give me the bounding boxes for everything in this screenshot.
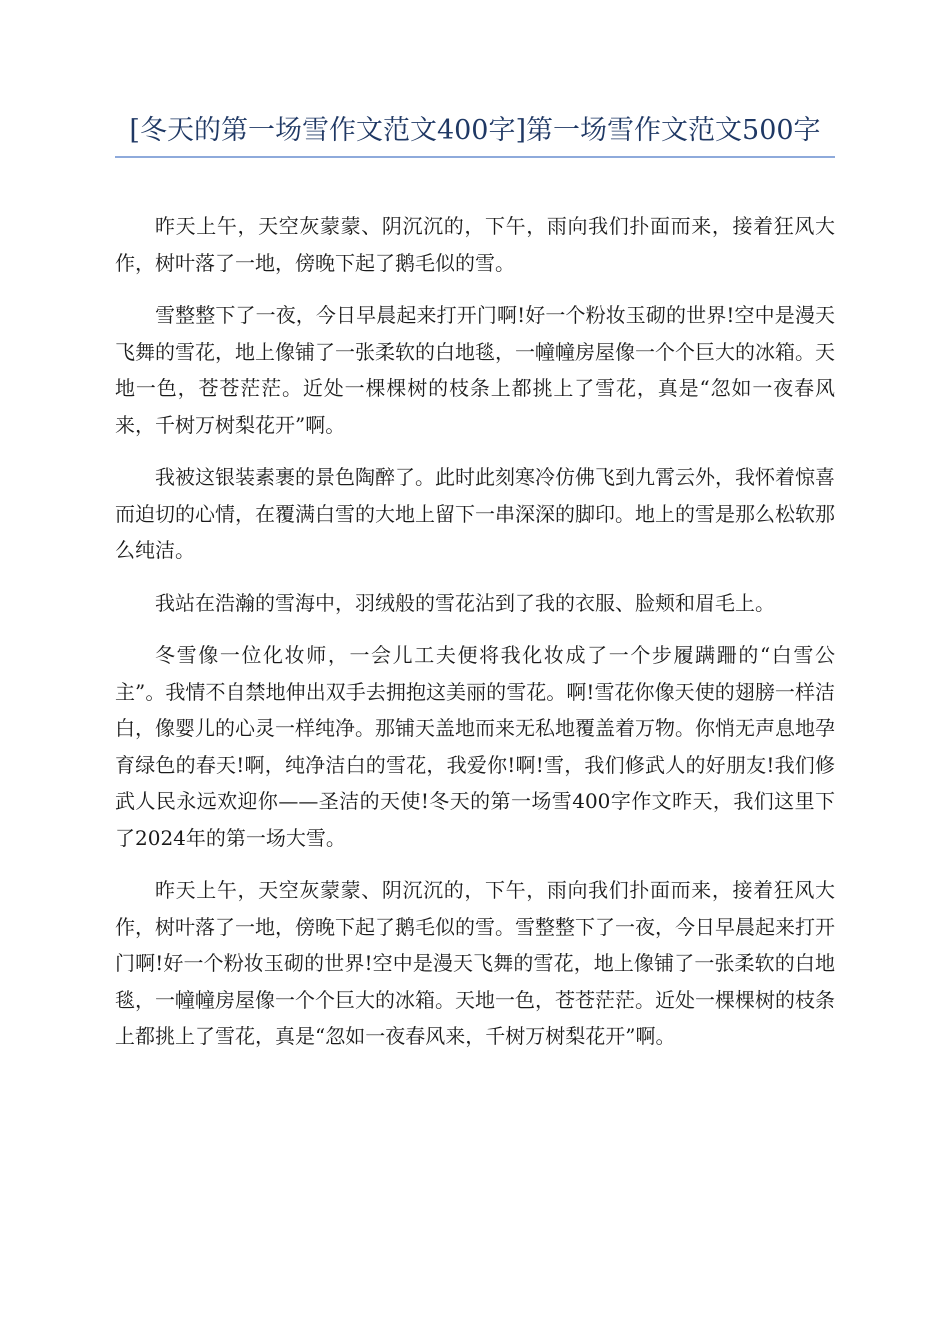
paragraph-1: 昨天上午，天空灰蒙蒙、阴沉沉的，下午，雨向我们扑面而来，接着狂风大作，树叶落了一地，傍晚下起了鹅毛似的雪。 — [115, 214, 835, 275]
paragraph-6: 昨天上午，天空灰蒙蒙、阴沉沉的，下午，雨向我们扑面而来，接着狂风大作，树叶落了一地，傍晚下起了鹅毛似的雪。雪整整下了一夜，今日早晨起来打开门啊!好一个粉妆玉砌的世界!空中是漫天飞舞的雪花，地上像铺了一张柔软的白地毯，一幢幢房屋像一个个巨大的冰箱。天地一色，苍苍茫茫。近处一棵棵树的枝条上都挑上了雪花，真是“忽如一夜春风来，千树万树梨花开”啊。 — [115, 878, 835, 1048]
paragraph-4: 我站在浩瀚的雪海中，羽绒般的雪花沾到了我的衣服、脸颊和眉毛上。 — [155, 590, 775, 615]
document-title: [冬天的第一场雪作文范文400字]第一场雪作文范文500字 — [115, 112, 835, 158]
paragraph-3: 我被这银装素裹的景色陶醉了。此时此刻寒冷仿佛飞到九霄云外，我怀着惊喜而迫切的心情，在覆满白雪的大地上留下一串深深的脚印。地上的雪是那么松软那么纯洁。 — [115, 465, 835, 562]
document-body — [115, 208, 835, 1071]
paragraph-5: 冬雪像一位化妆师，一会儿工夫便将我化妆成了一个步履蹒跚的“白雪公主”。我情不自禁地伸出双手去拥抱这美丽的雪花。啊!雪花你像天使的翅膀一样洁白，像婴儿的心灵一样纯净。那铺天盖地而来无私地覆盖着万物。你悄无声息地孕育绿色的春天!啊，纯净洁白的雪花，我爱你!啊!雪，我们修武人的好朋友!我们修武人民永远欢迎你——圣洁的天使!冬天的第一场雪400字作文昨天，我们这里下了2024年的第一场大雪。 — [115, 643, 835, 850]
paragraph-2: 雪整整下了一夜，今日早晨起来打开门啊!好一个粉妆玉砌的世界!空中是漫天飞舞的雪花，地上像铺了一张柔软的白地毯，一幢幢房屋像一个个巨大的冰箱。天地一色，苍苍茫茫。近处一棵棵树的枝条上都挑上了雪花，真是“忽如一夜春风来，千树万树梨花开”啊。 — [115, 303, 835, 437]
